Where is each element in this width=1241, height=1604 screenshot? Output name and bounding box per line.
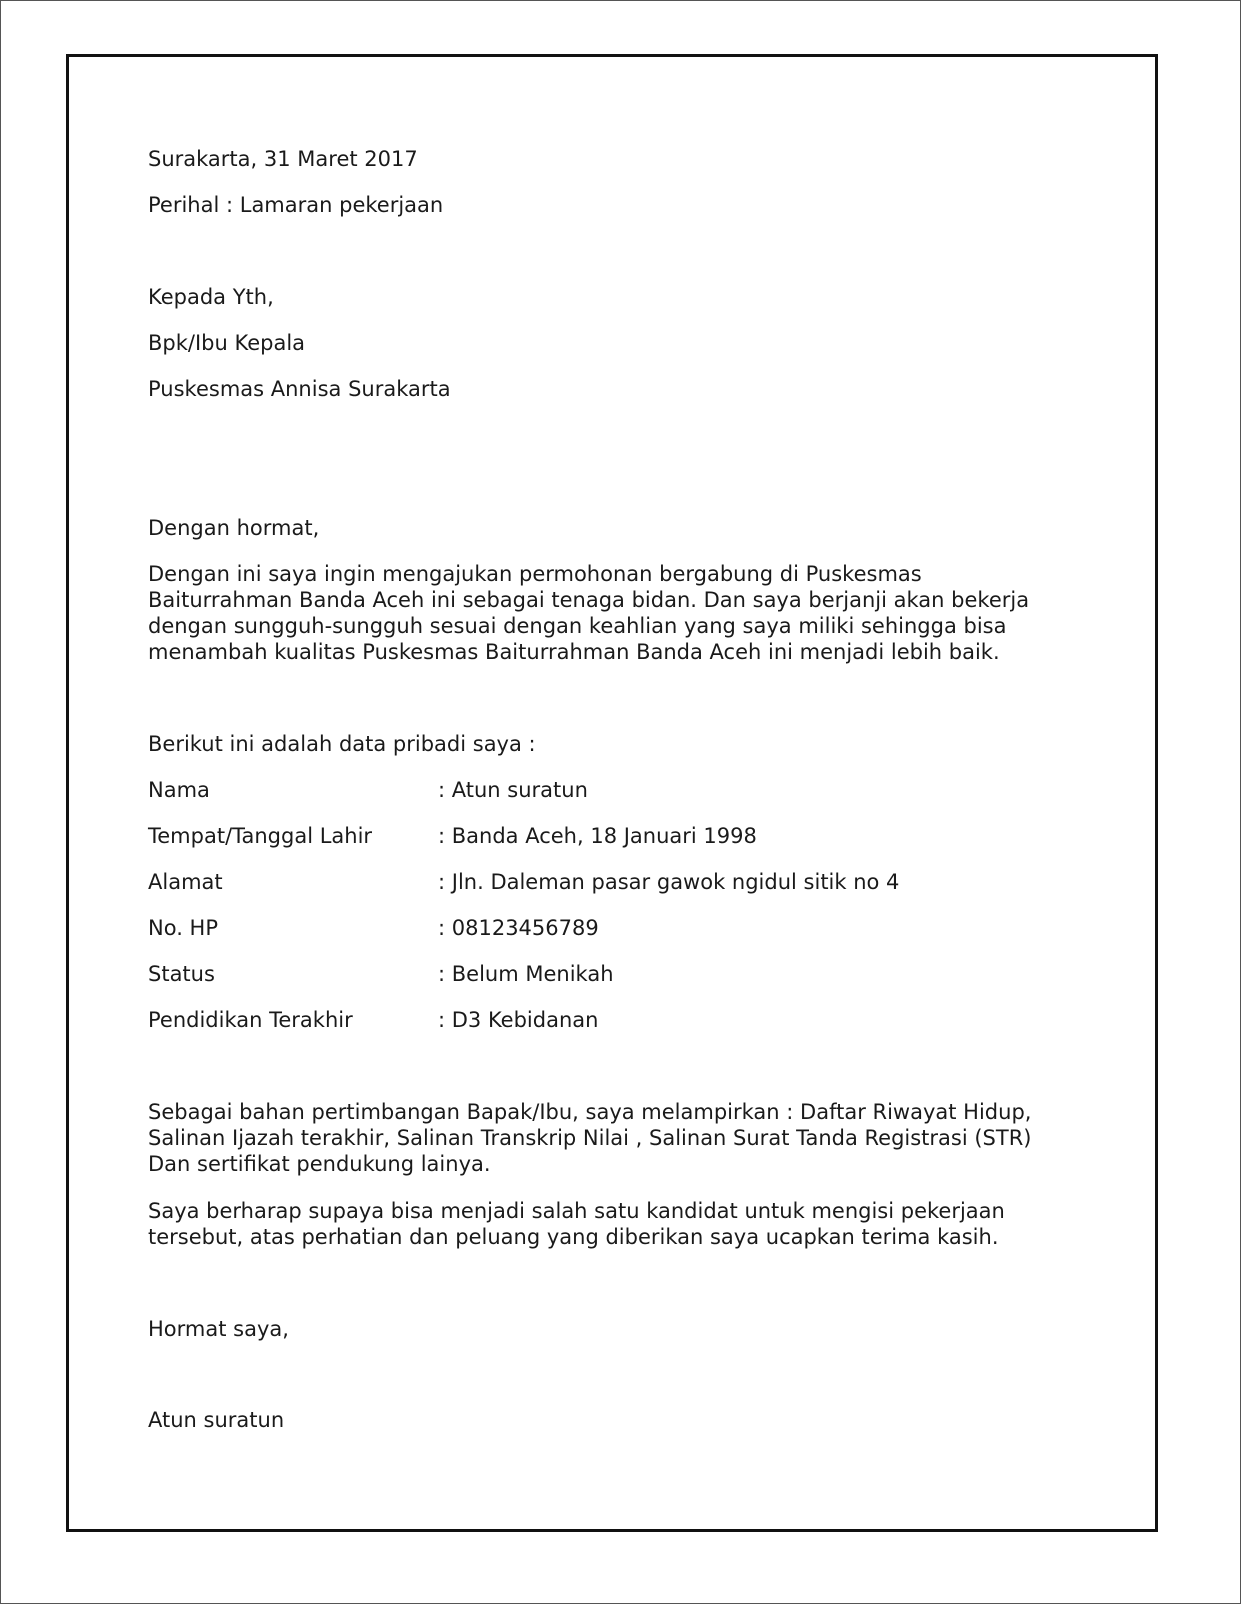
field-value-pendidikan: : D3 Kebidanan bbox=[438, 1008, 599, 1032]
field-label-hp: No. HP bbox=[148, 916, 218, 940]
field-label-nama: Nama bbox=[148, 778, 210, 802]
field-value-hp: : 08123456789 bbox=[438, 916, 599, 940]
letter-frame bbox=[66, 54, 1158, 1532]
field-value-ttl: : Banda Aceh, 18 Januari 1998 bbox=[438, 824, 757, 848]
field-value-nama: : Atun suratun bbox=[438, 778, 588, 802]
intro-line: Baiturrahman Banda Aceh ini sebagai tenaga bidan. Dan saya berjanji akan bekerja bbox=[148, 588, 1030, 612]
intro-line: menambah kualitas Puskesmas Baiturrahman Banda Aceh ini menjadi lebih baik. bbox=[148, 640, 1000, 664]
subject-line: Perihal : Lamaran pekerjaan bbox=[148, 193, 444, 217]
field-label-ttl: Tempat/Tanggal Lahir bbox=[148, 824, 373, 848]
closing-line: tersebut, atas perhatian dan peluang yang diberikan saya ucapkan terima kasih. bbox=[148, 1225, 999, 1249]
field-label-status: Status bbox=[148, 962, 215, 986]
attachments-line: Salinan Ijazah terakhir, Salinan Transkrip Nilai , Salinan Surat Tanda Registrasi (STR) bbox=[148, 1126, 1032, 1150]
field-value-alamat: : Jln. Daleman pasar gawok ngidul sitik no 4 bbox=[438, 870, 900, 894]
field-label-alamat: Alamat bbox=[148, 870, 223, 894]
attachments-line: Dan sertifikat pendukung lainya. bbox=[148, 1152, 491, 1176]
intro-line: dengan sungguh-sungguh sesuai dengan keahlian yang saya miliki sehingga bisa bbox=[148, 614, 1007, 638]
intro-line: Dengan ini saya ingin mengajukan permohonan bergabung di Puskesmas bbox=[148, 562, 922, 586]
attachments-line: Sebagai bahan pertimbangan Bapak/Ibu, saya melampirkan : Daftar Riwayat Hidup, bbox=[148, 1100, 1032, 1124]
recipient-line-1: Kepada Yth, bbox=[148, 285, 274, 309]
field-label-pendidikan: Pendidikan Terakhir bbox=[148, 1008, 353, 1032]
closing-line: Saya berharap supaya bisa menjadi salah satu kandidat untuk mengisi pekerjaan bbox=[148, 1199, 1005, 1223]
sign-off: Hormat saya, bbox=[148, 1317, 289, 1341]
data-intro: Berikut ini adalah data pribadi saya : bbox=[148, 732, 536, 756]
signature-name: Atun suratun bbox=[148, 1408, 285, 1432]
greeting: Dengan hormat, bbox=[148, 516, 320, 540]
field-value-status: : Belum Menikah bbox=[438, 962, 614, 986]
date-line: Surakarta, 31 Maret 2017 bbox=[148, 147, 418, 171]
recipient-line-2: Bpk/Ibu Kepala bbox=[148, 331, 306, 355]
recipient-line-3: Puskesmas Annisa Surakarta bbox=[148, 377, 451, 401]
